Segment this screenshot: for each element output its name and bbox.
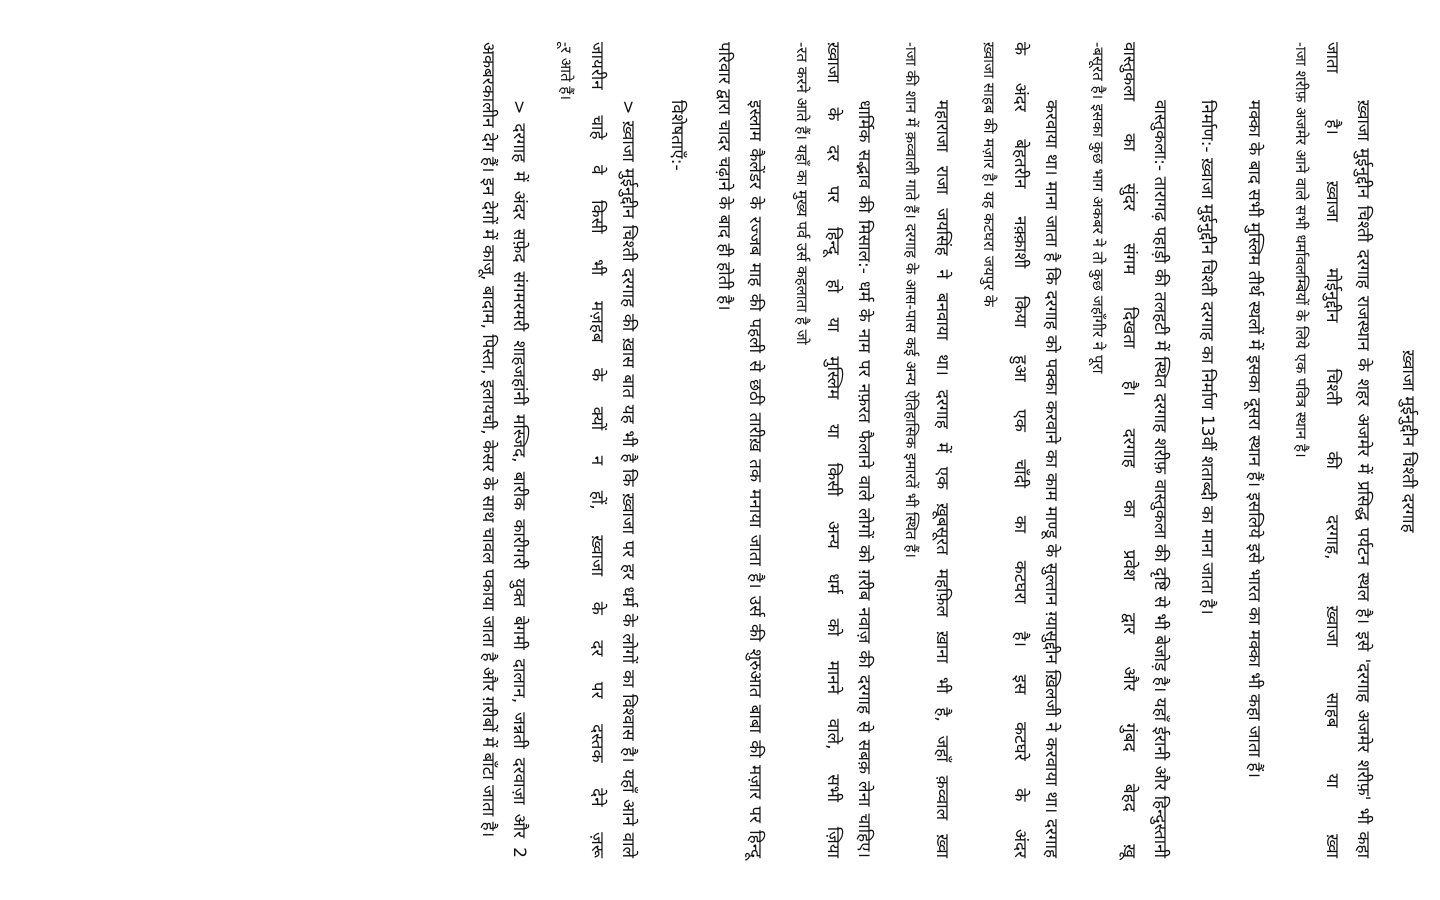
paragraph-mecca bbox=[1238, 42, 1269, 858]
paragraph-text: करवाया था। माना जाता है कि दरगाह को पक्का करवाने का काम माण्डू के सुल्तान ग़्यासुद्दीन ख़िलजी ने करवाया था। दरगाह के अंदर बेहतरीन नक़्क़ाशी किया हुआ एक चाँदी का कटघरा है। इस कटघरे के अंदर bbox=[1010, 42, 1061, 858]
feature-item-mosque bbox=[472, 42, 534, 858]
paragraph-text: वास्तुकला:- तारागढ़ पहाड़ी की तलहटी में स्थित दरगाह शरीफ़ वास्तुकला की दृष्टि से भी बेजोड़ है। यहाँ ईरानी और हिन्दुस्तानी वास्तुकला का सुंदर संगम दिखता है। दरगाह का प्रवेश द्वार और गुंबद बेहद ख़ू bbox=[1119, 42, 1170, 858]
paragraph-text: धार्मिक सद्भाव की मिसाल:- धर्म के नाम पर नफ़रत फैलाने वाले लोगों को ग़रीब नवाज़ की दरगाह से सबक़ लेना चाहिए। ख़्वाजा के दर पर हिन्दू हो या मुस्लिम या किसी अन्य धर्म को मानने वाले, सभी ज़िया bbox=[823, 42, 874, 858]
features-heading: विशेषताएँ:- bbox=[667, 100, 687, 171]
paragraph-continuation: -रत करने आते हैं। यहाँ का मुख्य पर्व उर्स कहलाता है जो bbox=[793, 42, 811, 345]
paragraph-continuation: ख़्वाजा साहब की मज़ार है। यह कटघरा जयपुर के bbox=[980, 42, 998, 307]
paragraph-architecture bbox=[1082, 42, 1175, 858]
paragraph-text: इस्लाम कैलेंडर के रज्जब माह की पहली से छठी तारीख़ तक मनाया जाता है। उर्स की शुरुआत बाबा की मज़ार पर हिन्दू परिवार द्वारा चादर चढ़ाने के बाद ही होती है। bbox=[714, 42, 765, 858]
paragraph-continuation: -ाजा शरीफ़ अजमेर आने वाले सभी धर्मावलम्बियों के लिये एक पवित्र स्थान है। bbox=[1292, 42, 1310, 458]
paragraph-text: महाराजा राजा जयसिंह ने बनवाया था। दरगाह में एक ख़ूबसूरत महफ़िल ख़ाना भी है, जहाँ क़व्वाल ख़्वा bbox=[932, 100, 952, 858]
paragraph-construction bbox=[1191, 42, 1222, 858]
feature-text: > ख़्वाजा मुईनुद्दीन चिश्ती दरगाह की ख़ास बात यह भी है कि ख़्वाजा पर हर धर्म के लोगों का विश्वास है। यहाँ आने वाले जायरीन चाहे वे किसी भी मज़हब के क्यों न हों, ख़्वाजा के दर पर दस्तक देने ज़रू bbox=[587, 42, 638, 858]
paragraph-harmony bbox=[786, 42, 879, 858]
paragraph-text: मक्का के बाद सभी मुस्लिम तीर्थ स्थलों में इसका दूसरा स्थान हैं। इसलिये इसे भारत का मक्का भी कहा जाता हैं। bbox=[1244, 100, 1264, 778]
paragraph-text: ख़्वाजा मुईनुद्दीन चिश्ती दरगाह राजस्थान के शहर अजमेर में प्रसिद्ध पर्यटन स्थल है। इसे 'दरगाह अजमेर शरीफ़' भी कहा जाता है। ख़्वाजा मोईनुद्दीन चिश्ती की दरगाह, ख़्वाजा साहब या ख़्वा bbox=[1322, 42, 1373, 858]
document-title: ख़्वाजा मुईनुद्दीन चिश्ती दरगाह bbox=[1398, 350, 1418, 533]
paragraph-urs bbox=[708, 42, 770, 858]
paragraph-intro bbox=[1285, 42, 1378, 858]
feature-item-faith bbox=[550, 42, 643, 858]
feature-continuation: -ूर आते हैं। bbox=[557, 42, 575, 101]
paragraph-jaisingh bbox=[895, 42, 957, 858]
feature-text: > दरगाह में अंदर सफ़ेद संगमरमरी शाहजहांनी मस्जिद, बारीक कारीगरी युक्त बेगमी दालान, जन्नती दरवाज़ा और 2 अकबरकालीन देग हैं। इन देगों में काजू, बादाम, पिस्ता, इलायची, केसर के साथ चावल पकाया जाता है और ग़रीबों में बाँटा जाता है। bbox=[478, 42, 529, 858]
paragraph-khilji bbox=[973, 42, 1066, 858]
paragraph-text: निर्माण:- ख़्वाजा मुईनुद्दीन चिश्ती दरगाह का निर्माण 13वीं शताब्दी का माना जाता है। bbox=[1197, 100, 1217, 615]
paragraph-continuation: -बसूरत है। इसका कुछ भाग अकबर ने तो कुछ जहाँगीर ने पूरा bbox=[1089, 42, 1107, 374]
paragraph-continuation: -ाजा की शान में क़व्वाली गाते हैं। दरगाह के आस-पास कई अन्य ऐतिहासिक इमारतें भी स्थित हैं। bbox=[902, 42, 920, 558]
